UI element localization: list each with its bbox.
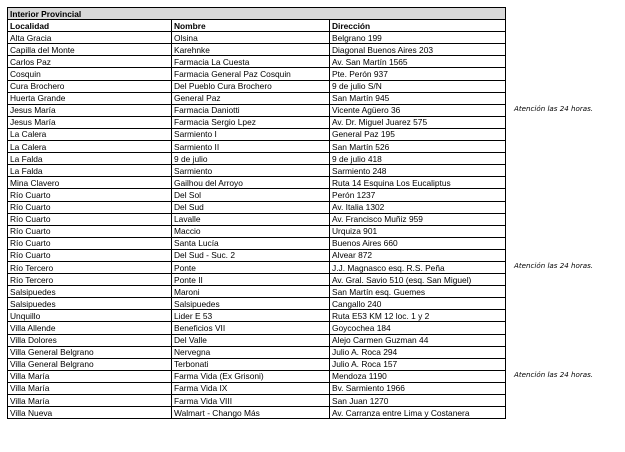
table-row bbox=[8, 382, 506, 394]
cell-nombre: Farma Vida (Ex Grisoni) bbox=[172, 370, 330, 382]
cell-localidad: Salsipuedes bbox=[8, 298, 172, 310]
cell-direccion: Cangallo 240 bbox=[330, 298, 506, 310]
cell-localidad: Villa María bbox=[8, 370, 172, 382]
cell-direccion: Ruta 14 Esquina Los Eucaliptus bbox=[330, 177, 506, 189]
cell-direccion: 9 de julio 418 bbox=[330, 153, 506, 165]
cell-localidad: Río Cuarto bbox=[8, 213, 172, 225]
cell-nombre: Nervegna bbox=[172, 346, 330, 358]
cell-direccion: Belgrano 199 bbox=[330, 32, 506, 44]
table-row bbox=[8, 237, 506, 249]
cell-localidad: Río Cuarto bbox=[8, 201, 172, 213]
cell-direccion: 9 de julio S/N bbox=[330, 80, 506, 92]
cell-nombre: General Paz bbox=[172, 92, 330, 104]
cell-nombre: Del Valle bbox=[172, 334, 330, 346]
table-row bbox=[8, 116, 506, 128]
table-row bbox=[8, 153, 506, 165]
table-row bbox=[8, 32, 506, 44]
table-row bbox=[8, 189, 506, 201]
cell-nombre: Farmacia Daniotti bbox=[172, 104, 330, 116]
cell-direccion: Perón 1237 bbox=[330, 189, 506, 201]
cell-nombre: Farmacia General Paz Cosquin bbox=[172, 68, 330, 80]
cell-localidad: La Calera bbox=[8, 141, 172, 153]
table-row bbox=[8, 322, 506, 334]
table-row bbox=[8, 68, 506, 80]
cell-direccion: Av. Carranza entre Lima y Costanera bbox=[330, 407, 506, 419]
cell-localidad: Villa General Belgrano bbox=[8, 358, 172, 370]
cell-nombre: Terbonati bbox=[172, 358, 330, 370]
cell-localidad: Carlos Paz bbox=[8, 56, 172, 68]
cell-localidad: Villa María bbox=[8, 382, 172, 394]
cell-direccion: Buenos Aires 660 bbox=[330, 237, 506, 249]
cell-direccion: Av. Dr. Miguel Juarez 575 bbox=[330, 116, 506, 128]
cell-localidad: Alta Gracia bbox=[8, 32, 172, 44]
row-note: Atención las 24 horas. bbox=[514, 104, 594, 114]
cell-localidad: La Falda bbox=[8, 165, 172, 177]
cell-direccion: Julio A. Roca 294 bbox=[330, 346, 506, 358]
header-localidad: Localidad bbox=[8, 20, 172, 32]
cell-nombre: Sarmiento bbox=[172, 165, 330, 177]
cell-direccion: General Paz 195 bbox=[330, 128, 506, 140]
table-row bbox=[8, 274, 506, 286]
table-row bbox=[8, 407, 506, 419]
cell-nombre: Ponte II bbox=[172, 274, 330, 286]
cell-direccion: Mendoza 1190 bbox=[330, 370, 506, 382]
cell-nombre: Ponte bbox=[172, 261, 330, 273]
cell-localidad: Unquillo bbox=[8, 310, 172, 322]
table-body bbox=[8, 32, 506, 419]
cell-direccion: Urquiza 901 bbox=[330, 225, 506, 237]
cell-localidad: Cosquin bbox=[8, 68, 172, 80]
row-note: Atención las 24 horas. bbox=[514, 261, 594, 271]
table-row bbox=[8, 346, 506, 358]
section-title: Interior Provincial bbox=[8, 8, 506, 20]
cell-nombre: Gailhou del Arroyo bbox=[172, 177, 330, 189]
cell-localidad: Jesus María bbox=[8, 116, 172, 128]
cell-localidad: Villa Dolores bbox=[8, 334, 172, 346]
cell-localidad: Río Cuarto bbox=[8, 225, 172, 237]
table-row bbox=[8, 80, 506, 92]
cell-direccion: Av. Francisco Muñiz 959 bbox=[330, 213, 506, 225]
cell-direccion: San Martín esq. Guemes bbox=[330, 286, 506, 298]
section-title-row bbox=[8, 8, 506, 20]
header-direccion: Dirección bbox=[330, 20, 506, 32]
cell-localidad: Río Cuarto bbox=[8, 249, 172, 261]
table-row bbox=[8, 92, 506, 104]
table-row bbox=[8, 141, 506, 153]
cell-nombre: Sarmiento II bbox=[172, 141, 330, 153]
cell-direccion: Goycochea 184 bbox=[330, 322, 506, 334]
cell-nombre: Maroni bbox=[172, 286, 330, 298]
cell-direccion: Av. Gral. Savio 510 (esq. San Miguel) bbox=[330, 274, 506, 286]
cell-nombre: Lider E 53 bbox=[172, 310, 330, 322]
table-row bbox=[8, 261, 506, 273]
table-row bbox=[8, 286, 506, 298]
cell-direccion: Diagonal Buenos Aires 203 bbox=[330, 44, 506, 56]
table-row bbox=[8, 165, 506, 177]
cell-direccion: San Martín 945 bbox=[330, 92, 506, 104]
cell-localidad: Villa Nueva bbox=[8, 407, 172, 419]
cell-localidad: Mina Clavero bbox=[8, 177, 172, 189]
cell-nombre: Del Sud - Suc. 2 bbox=[172, 249, 330, 261]
cell-localidad: Villa Allende bbox=[8, 322, 172, 334]
cell-direccion: Sarmiento 248 bbox=[330, 165, 506, 177]
cell-nombre: 9 de julio bbox=[172, 153, 330, 165]
cell-localidad: Salsipuedes bbox=[8, 286, 172, 298]
cell-direccion: Av. San Martín 1565 bbox=[330, 56, 506, 68]
cell-nombre: Farmacia Sergio Lpez bbox=[172, 116, 330, 128]
cell-direccion: Alvear 872 bbox=[330, 249, 506, 261]
cell-localidad: Río Cuarto bbox=[8, 189, 172, 201]
cell-direccion: Ruta E53 KM 12 loc. 1 y 2 bbox=[330, 310, 506, 322]
cell-localidad: Cura Brochero bbox=[8, 80, 172, 92]
table-row bbox=[8, 213, 506, 225]
table-row bbox=[8, 225, 506, 237]
cell-nombre: Farmacia La Cuesta bbox=[172, 56, 330, 68]
cell-nombre: Del Pueblo Cura Brochero bbox=[172, 80, 330, 92]
header-nombre: Nombre bbox=[172, 20, 330, 32]
cell-nombre: Sarmiento I bbox=[172, 128, 330, 140]
cell-localidad: Villa General Belgrano bbox=[8, 346, 172, 358]
cell-localidad: Río Tercero bbox=[8, 274, 172, 286]
table-row bbox=[8, 56, 506, 68]
cell-direccion: Av. Italia 1302 bbox=[330, 201, 506, 213]
cell-localidad: La Falda bbox=[8, 153, 172, 165]
cell-nombre: Del Sol bbox=[172, 189, 330, 201]
table-row bbox=[8, 249, 506, 261]
cell-nombre: Farma Vida IX bbox=[172, 382, 330, 394]
table-row bbox=[8, 104, 506, 116]
pharmacy-table bbox=[7, 7, 506, 419]
cell-nombre: Farma Vida VIII bbox=[172, 395, 330, 407]
cell-localidad: Capilla del Monte bbox=[8, 44, 172, 56]
table-row bbox=[8, 201, 506, 213]
table-row bbox=[8, 298, 506, 310]
row-note: Atención las 24 horas. bbox=[514, 370, 594, 380]
table-row bbox=[8, 128, 506, 140]
cell-nombre: Maccio bbox=[172, 225, 330, 237]
cell-nombre: Olsina bbox=[172, 32, 330, 44]
table-row bbox=[8, 177, 506, 189]
header-row bbox=[8, 20, 506, 32]
cell-localidad: Río Cuarto bbox=[8, 237, 172, 249]
cell-localidad: Jesus María bbox=[8, 104, 172, 116]
cell-direccion: J.J. Magnasco esq. R.S. Peña bbox=[330, 261, 506, 273]
cell-localidad: Villa María bbox=[8, 395, 172, 407]
cell-nombre: Salsipuedes bbox=[172, 298, 330, 310]
table-row bbox=[8, 370, 506, 382]
table-row bbox=[8, 310, 506, 322]
cell-direccion: Bv. Sarmiento 1966 bbox=[330, 382, 506, 394]
cell-direccion: Julio A. Roca 157 bbox=[330, 358, 506, 370]
table-row bbox=[8, 44, 506, 56]
cell-nombre: Santa Lucía bbox=[172, 237, 330, 249]
table-row bbox=[8, 334, 506, 346]
cell-localidad: La Calera bbox=[8, 128, 172, 140]
cell-localidad: Huerta Grande bbox=[8, 92, 172, 104]
table-row bbox=[8, 395, 506, 407]
cell-direccion: Vicente Agüero 36 bbox=[330, 104, 506, 116]
cell-direccion: Alejo Carmen Guzman 44 bbox=[330, 334, 506, 346]
cell-direccion: Pte. Perón 937 bbox=[330, 68, 506, 80]
cell-nombre: Lavalle bbox=[172, 213, 330, 225]
cell-localidad: Río Tercero bbox=[8, 261, 172, 273]
table-row bbox=[8, 358, 506, 370]
cell-nombre: Walmart - Chango Más bbox=[172, 407, 330, 419]
cell-direccion: San Martín 526 bbox=[330, 141, 506, 153]
cell-nombre: Beneficios VII bbox=[172, 322, 330, 334]
cell-direccion: San Juan 1270 bbox=[330, 395, 506, 407]
cell-nombre: Del Sud bbox=[172, 201, 330, 213]
cell-nombre: Karehnke bbox=[172, 44, 330, 56]
